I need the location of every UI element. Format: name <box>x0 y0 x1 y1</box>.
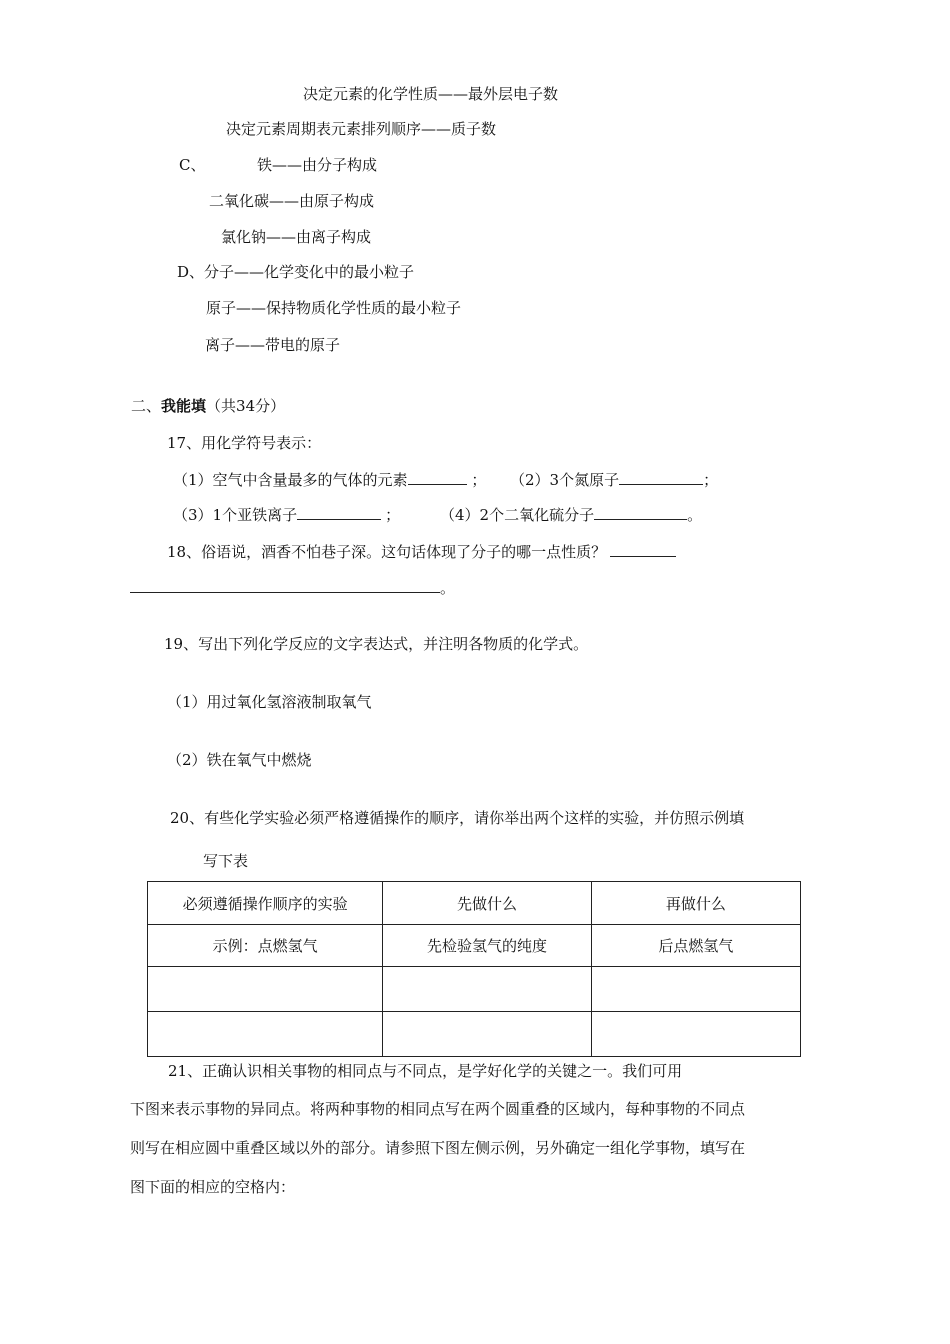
table-cell: 先检验氢气的纯度 <box>383 925 591 967</box>
q17-part-3-end: ； <box>385 506 401 524</box>
q17-part-4-end: 。 <box>687 506 703 524</box>
table-row <box>148 1012 801 1057</box>
q19-stem: 19、写出下列化学反应的文字表达式，并注明各物质的化学式。 <box>164 635 589 653</box>
section-2-heading <box>131 396 285 416</box>
table-cell: 示例：点燃氢气 <box>148 925 383 967</box>
q21-line-4: 图下面的相应的空格内： <box>130 1178 296 1196</box>
q21-line-3: 则写在相应圆中重叠区域以外的部分。请参照下图左侧示例，另外确定一组化学事物，填写在 <box>130 1139 746 1157</box>
option-c-label: C、 <box>179 156 206 174</box>
table-cell-blank[interactable] <box>383 967 591 1012</box>
q17-blank-2[interactable] <box>619 468 703 485</box>
table-header-cell: 必须遵循操作顺序的实验 <box>148 882 383 925</box>
q17-line-b2 <box>440 503 702 525</box>
q17-part-2-end: ； <box>703 471 719 489</box>
q17-blank-1[interactable] <box>408 468 467 485</box>
q20-stem: 20、有些化学实验必须严格遵循操作的顺序，请你举出两个这样的实验，并仿照示例填 <box>170 809 745 827</box>
table-header-row <box>148 882 801 925</box>
q18-stem <box>167 540 676 562</box>
q19-part-1: （1）用过氧化氢溶液制取氧气 <box>167 693 372 711</box>
q19-part-2: （2）铁在氧气中燃烧 <box>167 751 312 769</box>
table-cell-blank[interactable] <box>591 1012 800 1057</box>
table-cell-blank[interactable] <box>148 967 383 1012</box>
table-row <box>148 967 801 1012</box>
q21-line-2: 下图来表示事物的异同点。将两种事物的相同点写在两个圆重叠的区域内，每种事物的不同点 <box>130 1100 746 1118</box>
q18-blank-2[interactable] <box>130 576 440 593</box>
option-d-line-1: D、分子——化学变化中的最小粒子 <box>177 263 415 281</box>
q20-stem-2: 写下表 <box>203 852 249 870</box>
option-b-line-1: 决定元素的化学性质——最外层电子数 <box>303 85 559 103</box>
table-header-cell: 先做什么 <box>383 882 591 925</box>
option-c-line-3: 氯化钠——由离子构成 <box>221 228 372 246</box>
option-d-line-3: 离子——带电的原子 <box>205 336 341 354</box>
option-c-line-1: 铁——由分子构成 <box>257 156 378 174</box>
table-cell-blank[interactable] <box>383 1012 591 1057</box>
table-cell-blank[interactable] <box>591 967 800 1012</box>
q17-stem: 17、用化学符号表示： <box>167 434 322 452</box>
experiment-order-table <box>147 881 801 1057</box>
section-2-prefix: 二、 <box>131 397 162 415</box>
q17-line-a2 <box>510 468 718 490</box>
q21-line-1: 21、正确认识相关事物的相同点与不同点，是学好化学的关键之一。我们可用 <box>168 1062 683 1080</box>
q18-end: 。 <box>440 579 456 597</box>
section-2-title: 我能填 <box>161 397 207 415</box>
q17-line-b <box>173 503 400 525</box>
table-row <box>148 925 801 967</box>
q17-part-1: （1）空气中含量最多的气体的元素 <box>173 471 408 489</box>
table-header-cell: 再做什么 <box>591 882 800 925</box>
q18-text: 18、俗语说，酒香不怕巷子深。这句话体现了分子的哪一点性质？ <box>167 543 607 561</box>
q18-blank-1[interactable] <box>610 540 676 557</box>
table-cell: 后点燃氢气 <box>591 925 800 967</box>
q17-part-3: （3）1个亚铁离子 <box>173 506 298 524</box>
option-b-line-2: 决定元素周期表元素排列顺序——质子数 <box>226 120 497 138</box>
q17-part-1-end: ； <box>466 471 487 489</box>
section-2-score: （共34分） <box>206 397 286 415</box>
table-cell-blank[interactable] <box>148 1012 383 1057</box>
q18-line-2 <box>130 576 455 598</box>
q17-part-4: （4）2个二氧化硫分子 <box>440 506 595 524</box>
option-d-line-2: 原子——保持物质化学性质的最小粒子 <box>206 299 462 317</box>
q17-part-2: （2）3个氮原子 <box>510 471 620 489</box>
option-c-line-2: 二氧化碳——由原子构成 <box>209 192 375 210</box>
q17-line-a <box>173 468 486 490</box>
q17-blank-4[interactable] <box>594 503 687 520</box>
q17-blank-3[interactable] <box>297 503 381 520</box>
